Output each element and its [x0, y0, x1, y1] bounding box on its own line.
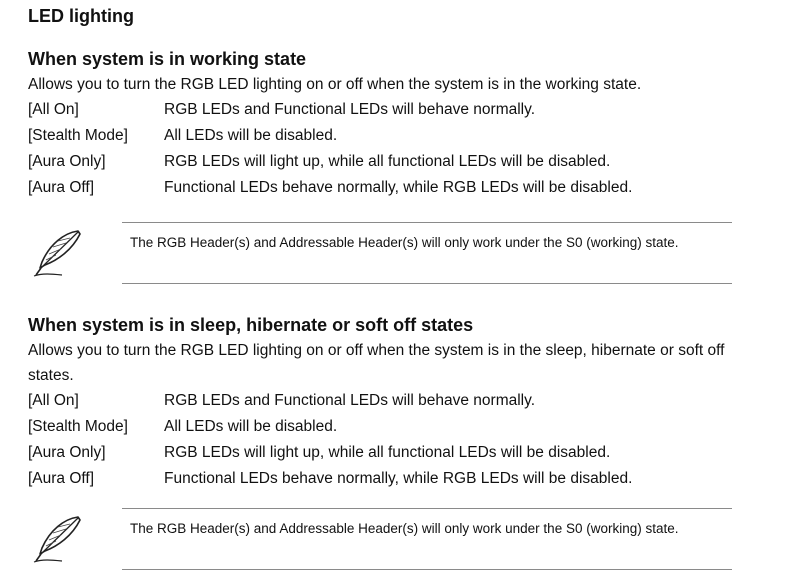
option-key: [Aura Off] — [28, 470, 95, 487]
feather-pen-icon — [28, 228, 84, 278]
note-box — [122, 508, 732, 570]
note-text: The RGB Header(s) and Addressable Header(s) will only work under the S0 (working) state. — [130, 521, 679, 536]
page-title: LED lighting — [28, 6, 134, 26]
feather-pen-icon — [28, 514, 84, 564]
option-list — [28, 97, 748, 201]
option-description: Functional LEDs behave normally, while RGB LEDs will be disabled. — [164, 179, 633, 196]
option-description: RGB LEDs will light up, while all functional LEDs will be disabled. — [164, 444, 611, 461]
note-box — [122, 222, 732, 284]
option-row-aura-only — [28, 440, 748, 466]
option-description: All LEDs will be disabled. — [164, 418, 338, 435]
option-description: Functional LEDs behave normally, while RGB LEDs will be disabled. — [164, 470, 633, 487]
option-key: [Aura Only] — [28, 444, 106, 461]
note-sleep-states — [28, 508, 732, 570]
option-row-all-on — [28, 388, 748, 414]
option-row-aura-off — [28, 175, 748, 201]
option-description: RGB LEDs and Functional LEDs will behave normally. — [164, 392, 536, 409]
section-description: Allows you to turn the RGB LED lighting on or off when the system is in the working state. — [28, 76, 642, 93]
option-key: [Aura Only] — [28, 153, 106, 170]
option-list — [28, 388, 748, 492]
option-key: [All On] — [28, 101, 79, 118]
option-row-stealth-mode — [28, 414, 748, 440]
option-row-all-on — [28, 97, 748, 123]
option-description: RGB LEDs and Functional LEDs will behave normally. — [164, 101, 536, 118]
option-row-aura-only — [28, 149, 748, 175]
option-key: [All On] — [28, 392, 79, 409]
option-key: [Stealth Mode] — [28, 127, 128, 144]
note-working-state — [28, 222, 732, 284]
section-sleep-states — [28, 312, 748, 492]
option-description: All LEDs will be disabled. — [164, 127, 338, 144]
section-heading: When system is in working state — [28, 49, 307, 69]
option-key: [Stealth Mode] — [28, 418, 128, 435]
option-description: RGB LEDs will light up, while all functional LEDs will be disabled. — [164, 153, 611, 170]
option-key: [Aura Off] — [28, 179, 95, 196]
option-row-aura-off — [28, 466, 748, 492]
section-description: Allows you to turn the RGB LED lighting on or off when the system is in the sleep, hibernate or soft off states. — [28, 342, 725, 384]
section-heading: When system is in sleep, hibernate or soft off states — [28, 315, 474, 335]
note-text: The RGB Header(s) and Addressable Header(s) will only work under the S0 (working) state. — [130, 235, 679, 250]
option-row-stealth-mode — [28, 123, 748, 149]
section-working-state — [28, 46, 748, 201]
